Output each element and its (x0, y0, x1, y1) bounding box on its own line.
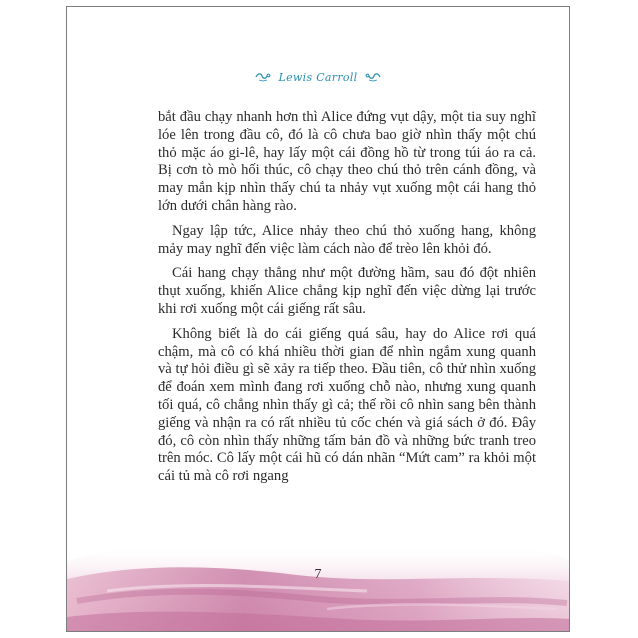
paragraph-3: Cái hang chạy thẳng như một đường hầm, sau đó đột nhiên thụt xuống, khiến Alice chẳng kịp nghĩ đến việc dừng lại trước khi rơi xuống một cái giếng rất sâu. (158, 265, 536, 317)
ornament-left-icon (255, 71, 271, 83)
paragraph-2: Ngay lập tức, Alice nhảy theo chú thỏ xuống hang, không mảy may nghĩ đến việc làm cách nào để trèo lên khỏi đó. (158, 222, 536, 257)
paragraph-4: Không biết là do cái giếng quá sâu, hay do Alice rơi quá chậm, mà cô có khá nhiều thời gian để nhìn ngắm xung quanh và tự hỏi điều gì sẽ xảy ra tiếp theo. Đầu tiên, cô thử nhìn xuống để đoán xem mình đang rơi xuống chỗ nào, nhưng xung quanh tối quá, cô chẳng nhìn thấy gì cả; thế rồi cô nhìn sang bên thành giếng và nhận ra có rất nhiều tủ cốc chén và giá sách ở đó. Đây đó, cô còn nhìn thấy những tấm bản đồ và những bức tranh treo trên móc. Cô lấy một cái hũ có dán nhãn “Mứt cam” ra khỏi một cái tủ mà cô rơi ngang (158, 325, 536, 485)
running-header (67, 69, 569, 85)
header-author: Lewis Carroll (278, 70, 358, 84)
page-number: 7 (314, 567, 322, 582)
ornament-right-icon (365, 71, 381, 83)
book-page (66, 6, 570, 632)
paragraph-1: bắt đầu chạy nhanh hơn thì Alice đứng vụt dậy, một tia suy nghĩ lóe lên trong đầu cô, đó là cô chưa bao giờ nhìn thấy một chú thỏ mặc áo gi-lê, hay lấy một cái đồng hồ từ trong túi áo ra cả. Bị cơn tò mò hối thúc, cô chạy theo chú thỏ trên cánh đồng, và may mắn kịp nhìn thấy chú ta nhảy vụt xuống một cái hang thỏ lớn dưới chân hàng rào. (158, 109, 536, 214)
page-body (158, 109, 536, 493)
